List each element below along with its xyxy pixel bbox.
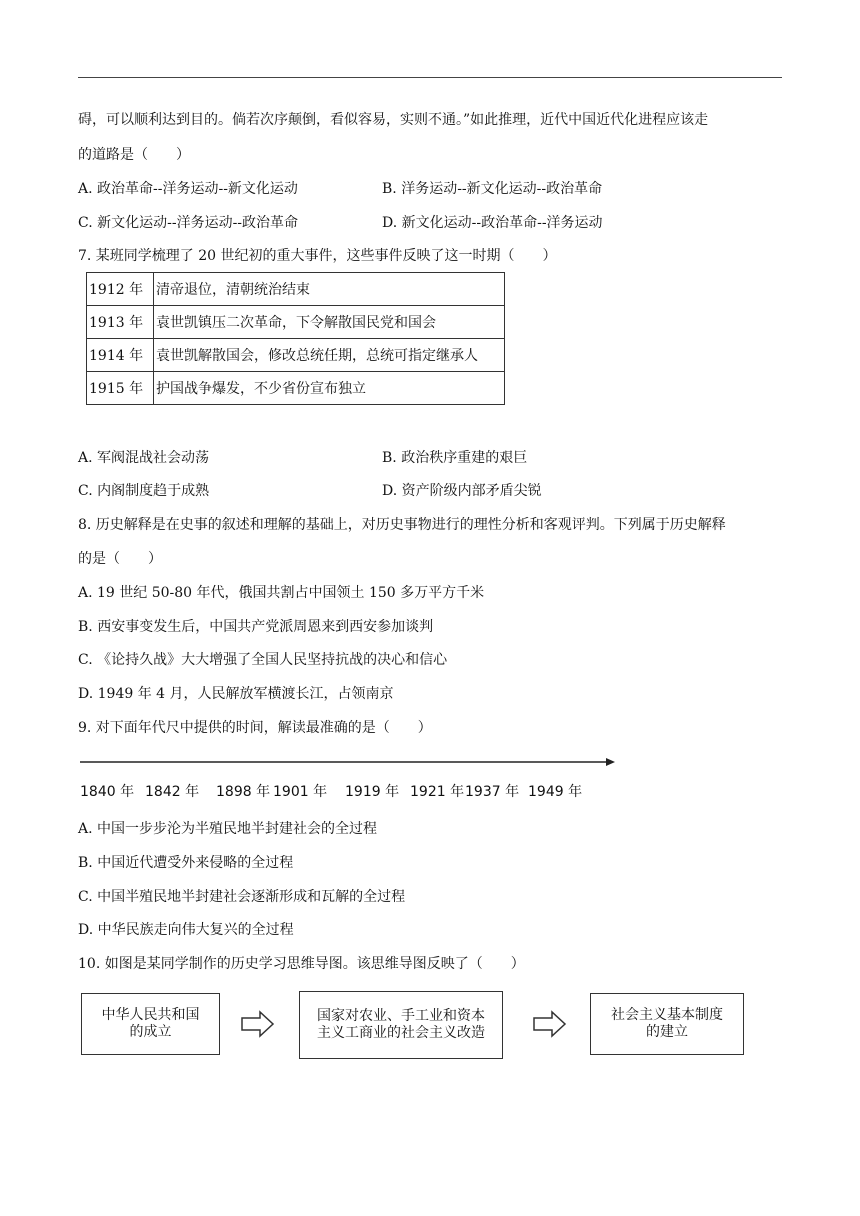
timeline-arrow bbox=[80, 755, 620, 769]
q7-option-a[interactable]: A. 军阀混战社会动荡 bbox=[78, 450, 210, 466]
q7-stem: 7. 某班同学梳理了 20 世纪初的重大事件，这些事件反映了这一时期（ ） bbox=[78, 248, 557, 264]
table-cell-year: 1914 年 bbox=[87, 339, 154, 372]
mindmap-box-line: 国家对农业、手工业和资本 bbox=[317, 1008, 485, 1024]
q6-option-c[interactable]: C. 新文化运动--洋务运动--政治革命 bbox=[78, 215, 299, 231]
timeline-year: 1840 年 bbox=[80, 784, 135, 800]
q7-events-table bbox=[86, 272, 505, 405]
table-cell-event: 袁世凯解散国会，修改总统任期，总统可指定继承人 bbox=[154, 339, 505, 372]
q6-option-a[interactable]: A. 政治革命--洋务运动--新文化运动 bbox=[78, 181, 298, 197]
timeline-year: 1921 年 bbox=[410, 784, 465, 800]
q8-option-a[interactable]: A. 19 世纪 50-80 年代，俄国共割占中国领土 150 多万平方千米 bbox=[78, 585, 485, 601]
table-cell-event: 护国战争爆发，不少省份宣布独立 bbox=[154, 372, 505, 405]
q7-option-b[interactable]: B. 政治秩序重建的艰巨 bbox=[382, 450, 528, 466]
q8-stem-end: 的是（ ） bbox=[78, 551, 162, 567]
right-arrow-icon bbox=[240, 1010, 276, 1038]
mindmap-box-line: 中华人民共和国 bbox=[101, 1007, 200, 1023]
q8-option-c[interactable]: C. 《论持久战》大大增强了全国人民坚持抗战的决心和信心 bbox=[78, 652, 448, 668]
mindmap-box-prc-founding bbox=[81, 993, 220, 1055]
q9-option-b[interactable]: B. 中国近代遭受外来侵略的全过程 bbox=[78, 855, 294, 871]
table-cell-year: 1913 年 bbox=[87, 306, 154, 339]
q6-option-b[interactable]: B. 洋务运动--新文化运动--政治革命 bbox=[382, 181, 603, 197]
q9-stem: 9. 对下面年代尺中提供的时间，解读最准确的是（ ） bbox=[78, 720, 432, 736]
q9-option-d[interactable]: D. 中华民族走向伟大复兴的全过程 bbox=[78, 922, 294, 938]
header-rule bbox=[78, 77, 782, 78]
table-row bbox=[87, 306, 505, 339]
q6-stem-end: 的道路是（ ） bbox=[78, 147, 190, 163]
timeline-year: 1898 年 bbox=[216, 784, 271, 800]
mindmap-box-socialist-transformation bbox=[299, 991, 503, 1059]
table-cell-year: 1912 年 bbox=[87, 273, 154, 306]
q6-stem-continued: 碍，可以顺利达到目的。倘若次序颠倒，看似容易，实则不通。”如此推理，近代中国近代化进程应该走 bbox=[78, 112, 709, 128]
q9-option-a[interactable]: A. 中国一步步沦为半殖民地半封建社会的全过程 bbox=[78, 821, 378, 837]
q7-option-c[interactable]: C. 内阁制度趋于成熟 bbox=[78, 483, 210, 499]
timeline-year: 1949 年 bbox=[528, 784, 583, 800]
table-row bbox=[87, 273, 505, 306]
timeline-year: 1919 年 bbox=[345, 784, 400, 800]
q10-stem: 10. 如图是某同学制作的历史学习思维导图。该思维导图反映了（ ） bbox=[78, 956, 525, 972]
table-row bbox=[87, 372, 505, 405]
q9-option-c[interactable]: C. 中国半殖民地半封建社会逐渐形成和瓦解的全过程 bbox=[78, 889, 406, 905]
table-cell-event: 袁世凯镇压二次革命，下令解散国民党和国会 bbox=[154, 306, 505, 339]
q9-timeline bbox=[80, 755, 620, 805]
q8-option-d[interactable]: D. 1949 年 4 月，人民解放军横渡长江，占领南京 bbox=[78, 686, 394, 702]
table-row bbox=[87, 339, 505, 372]
timeline-year: 1901 年 bbox=[273, 784, 328, 800]
timeline-year: 1937 年 bbox=[465, 784, 520, 800]
q8-option-b[interactable]: B. 西安事变发生后，中国共产党派周恩来到西安参加谈判 bbox=[78, 619, 434, 635]
mindmap-box-line: 的建立 bbox=[646, 1024, 688, 1040]
q6-option-d[interactable]: D. 新文化运动--政治革命--洋务运动 bbox=[382, 215, 603, 231]
mindmap-box-socialist-system bbox=[590, 993, 744, 1055]
timeline-year: 1842 年 bbox=[145, 784, 200, 800]
table-cell-year: 1915 年 bbox=[87, 372, 154, 405]
table-cell-event: 清帝退位，清朝统治结束 bbox=[154, 273, 505, 306]
q8-stem: 8. 历史解释是在史事的叙述和理解的基础上，对历史事物进行的理性分析和客观评判。下列属于历史解释 bbox=[78, 517, 726, 533]
mindmap-box-line: 社会主义基本制度 bbox=[611, 1007, 723, 1023]
right-arrow-icon bbox=[532, 1010, 568, 1038]
q7-option-d[interactable]: D. 资产阶级内部矛盾尖锐 bbox=[382, 483, 542, 499]
mindmap-box-line: 的成立 bbox=[129, 1024, 172, 1040]
mindmap-box-line: 主义工商业的社会主义改造 bbox=[317, 1025, 485, 1041]
